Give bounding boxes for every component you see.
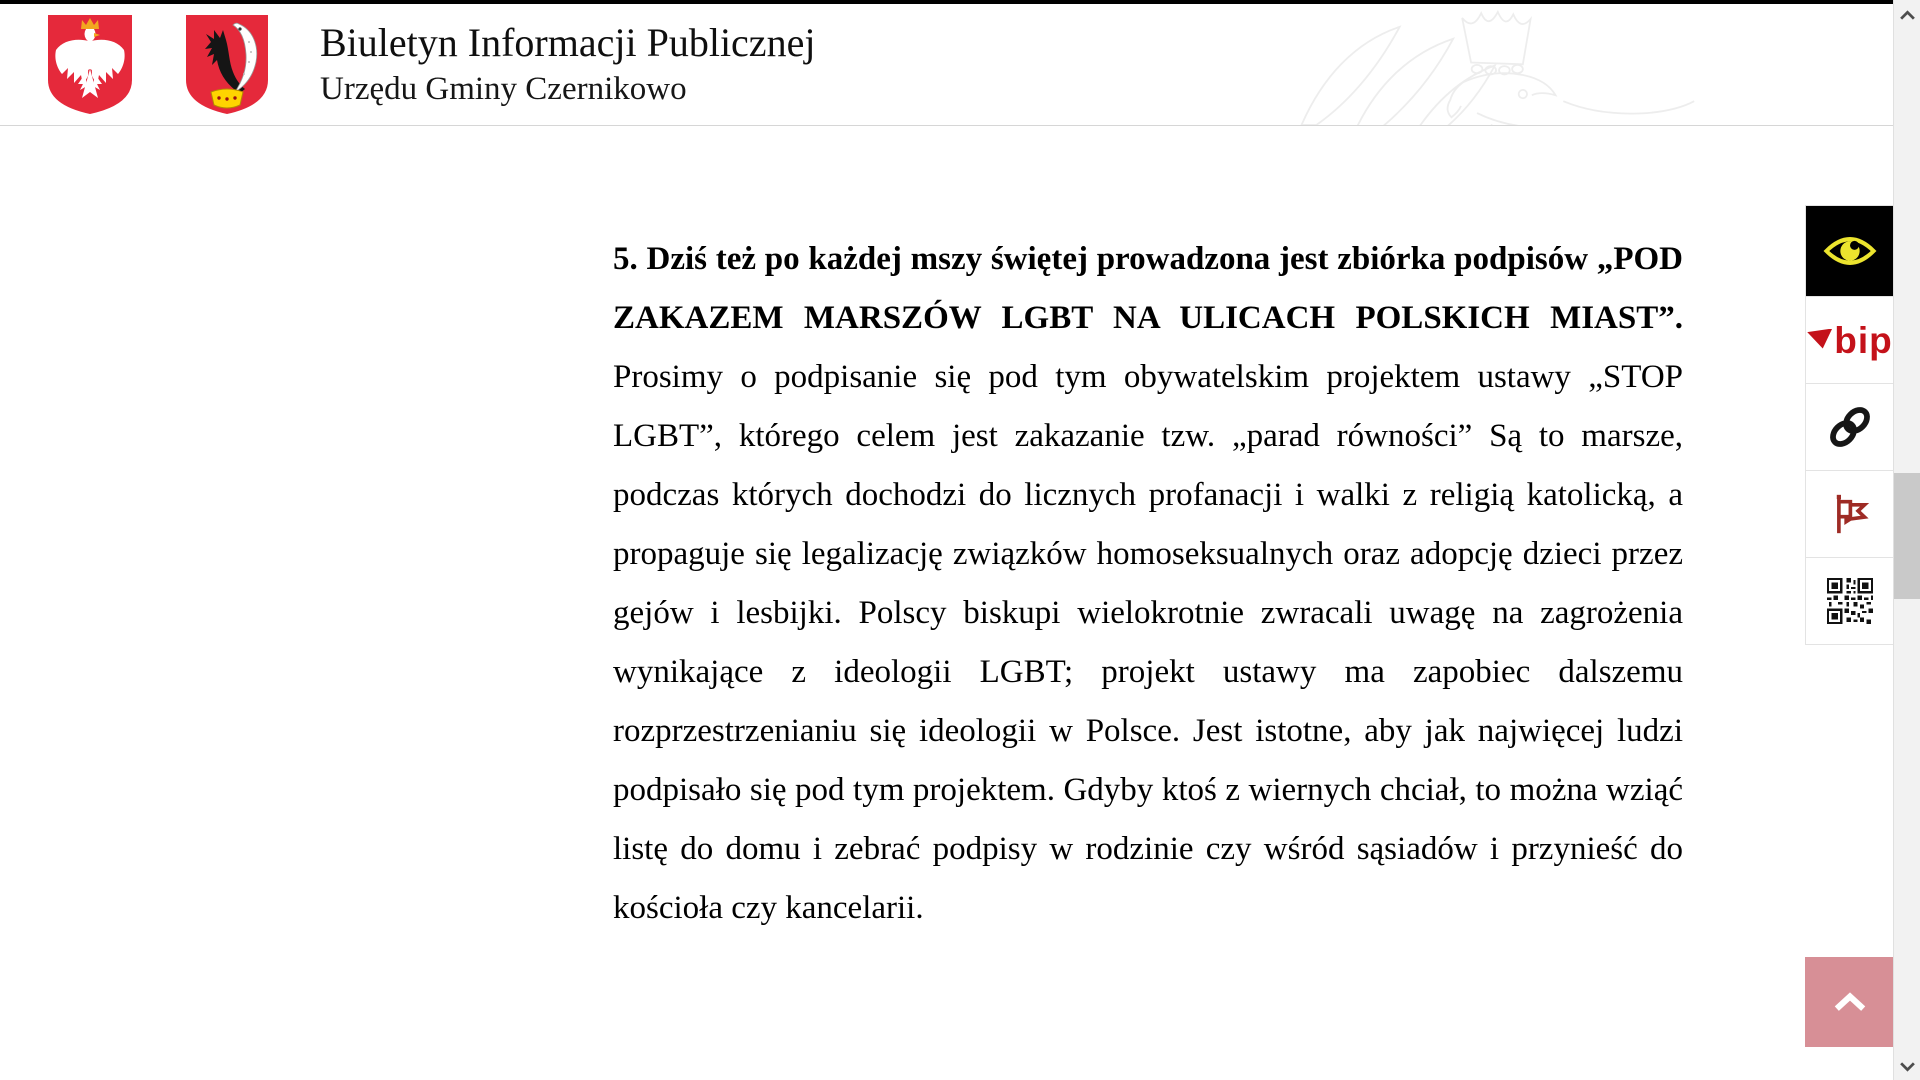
scrollbar-thumb[interactable] [1894,473,1920,599]
qr-code-button[interactable] [1806,558,1894,645]
site-title: Biuletyn Informacji Publicznej [320,20,816,65]
article-body-text: Prosimy o podpisanie się pod tym obywatelskim projektem ustawy „STOP LGBT”, którego celem jest zakazanie tzw. „parad równości” Są to marsze, podczas których dochodzi do licznych profanacji i walki z religią katolicką, a propaguje się legalizację związków homoseksualnych oraz adopcję dzieci przez gejów i lesbijki. Polscy biskupi wielokrotnie zwracali uwagę na zagrożenia wynikające z ideologii LGBT; projekt ustawy ma zapobiec dalszemu rozprzestrzenianiu się ideologii w Polsce. Jest istotne, aby jak najwięcej ludzi podpisało się pod tym projektem. Gdyby ktoś z wiernych chciał, to można wziąć listę do domu i zebrać podpisy w rodzinie czy wśród sąsiadów i przynieść do kościoła czy kancelarii. [613,359,1683,926]
scroll-to-top-button[interactable] [1805,957,1895,1047]
scrollbar-up-button[interactable] [1894,10,1920,21]
chevron-up-icon [1899,10,1916,21]
link-button[interactable] [1806,384,1894,471]
qr-code-icon [1827,578,1873,624]
bip-triangle-icon [1807,329,1832,349]
bip-logo-text: bip [1834,319,1893,361]
high-contrast-button[interactable] [1806,206,1894,297]
article-lead-text: 5. Dziś też po każdej mszy świętej prowadzona jest zbiórka podpisów „POD ZAKAZEM MARSZÓW LGBT NA ULICACH POLSKICH MIAST”. [613,241,1683,336]
flag-icon [1827,491,1873,537]
chevron-down-icon [1899,1061,1916,1072]
article-paragraph [613,230,1683,938]
flag-version-button[interactable] [1806,471,1894,558]
bip-logo [1807,319,1893,361]
link-icon [1827,404,1873,450]
scrollbar-down-button[interactable] [1894,1061,1920,1072]
eagle-watermark-icon [1120,6,1840,125]
vertical-scrollbar[interactable] [1893,0,1920,1080]
site-subtitle: Urzędu Gminy Czernikowo [320,71,687,107]
accessibility-toolbar [1805,205,1895,645]
header-titles [320,18,815,110]
eye-icon [1823,233,1877,269]
chevron-up-icon [1832,991,1868,1013]
poland-coat-of-arms [45,12,135,117]
header [0,4,1893,126]
bip-home-button[interactable] [1806,297,1894,384]
czernikowo-coat-of-arms [183,12,271,117]
czernikowo-crest-icon [183,12,271,117]
poland-eagle-icon [45,12,135,117]
